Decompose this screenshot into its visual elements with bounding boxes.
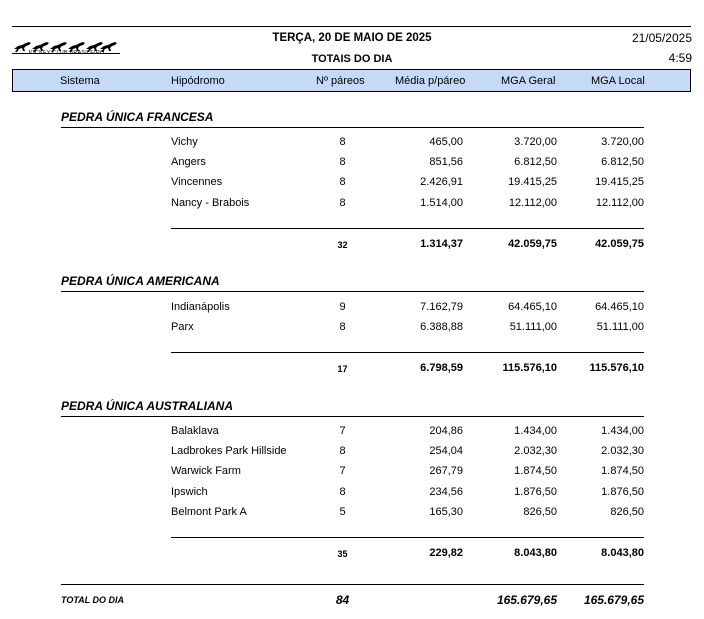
logo-text: JOCKEY CLUB BRASILEIRO — [27, 50, 105, 56]
col-pareos: Nº páreos — [316, 75, 365, 87]
print-date: 21/05/2025 — [631, 31, 692, 45]
hipodromo-name: Angers — [171, 156, 206, 168]
section-rule — [61, 416, 644, 417]
mga-geral-value: 19.415,25 — [508, 176, 557, 188]
mga-geral-value: 64.465,10 — [508, 301, 557, 313]
media-value: 204,86 — [429, 425, 463, 437]
subtotal-mga-geral: 8.043,80 — [514, 547, 557, 559]
media-value: 7.162,79 — [420, 301, 463, 313]
subtotal-media: 1.314,37 — [420, 238, 463, 250]
col-mga-geral: MGA Geral — [501, 75, 556, 87]
subtotal-pareos: 17 — [337, 364, 348, 374]
col-hipodromo: Hipódromo — [171, 75, 225, 87]
mga-geral-value: 1.434,00 — [514, 425, 557, 437]
hipodromo-name: Vincennes — [171, 176, 223, 188]
pareos-count: 7 — [339, 425, 346, 437]
column-header-bar — [12, 69, 691, 92]
media-value: 234,56 — [429, 486, 463, 498]
grand-total-label: TOTAL DO DIA — [61, 595, 124, 605]
media-value: 2.426,91 — [420, 176, 463, 188]
subtotal-mga-geral: 42.059,75 — [508, 238, 557, 250]
section-title: PEDRA ÚNICA FRANCESA — [61, 110, 214, 124]
table-row — [0, 176, 704, 190]
table-row — [0, 486, 704, 500]
col-mga-local: MGA Local — [591, 75, 645, 87]
mga-geral-value: 2.032,30 — [514, 445, 557, 457]
section-rule — [61, 291, 644, 292]
mga-local-value: 51.111,00 — [596, 321, 644, 333]
subtotal-rule — [171, 228, 644, 229]
pareos-count: 8 — [339, 176, 346, 188]
subtotal-row — [0, 547, 704, 561]
pareos-count: 7 — [339, 465, 346, 477]
pareos-count: 8 — [339, 445, 346, 457]
subtotal-rule — [171, 352, 644, 353]
col-media: Média p/páreo — [395, 75, 466, 87]
media-value: 267,79 — [429, 465, 463, 477]
subtotal-media: 6.798,59 — [420, 362, 463, 374]
mga-geral-value: 6.812,50 — [514, 156, 557, 168]
media-value: 254,04 — [429, 445, 463, 457]
subtotal-pareos: 35 — [337, 549, 348, 559]
mga-local-value: 6.812,50 — [601, 156, 644, 168]
print-time: 4:59 — [668, 51, 692, 65]
mga-local-value: 2.032,30 — [601, 445, 644, 457]
mga-local-value: 12.112,00 — [595, 197, 644, 209]
subtotal-pareos: 32 — [337, 240, 348, 250]
hipodromo-name: Ladbrokes Park Hillside — [171, 445, 287, 457]
table-row — [0, 301, 704, 315]
media-value: 6.388,88 — [420, 321, 463, 333]
mga-local-value: 1.434,00 — [601, 425, 644, 437]
grand-total-pareos: 84 — [335, 593, 350, 607]
subtotal-mga-local: 115.576,10 — [589, 362, 644, 374]
hipodromo-name: Nancy - Brabois — [171, 197, 250, 209]
pareos-count: 8 — [339, 486, 346, 498]
subtotal-mga-local: 8.043,80 — [601, 547, 644, 559]
mga-local-value: 3.720,00 — [601, 136, 644, 148]
media-value: 465,00 — [429, 136, 463, 148]
table-row — [0, 445, 704, 459]
mga-geral-value: 51.111,00 — [509, 321, 557, 333]
mga-geral-value: 826,50 — [523, 506, 557, 518]
mga-local-value: 1.876,50 — [601, 486, 644, 498]
mga-local-value: 19.415,25 — [595, 176, 644, 188]
media-value: 165,30 — [429, 506, 463, 518]
media-value: 1.514,00 — [420, 197, 463, 209]
table-row — [0, 197, 704, 211]
mga-geral-value: 3.720,00 — [514, 136, 557, 148]
mga-geral-value: 1.876,50 — [514, 486, 557, 498]
hipodromo-name: Balaklava — [171, 425, 219, 437]
pareos-count: 5 — [339, 506, 346, 518]
mga-local-value: 1.874,50 — [601, 465, 644, 477]
section-rule — [61, 127, 644, 128]
section-title: PEDRA ÚNICA AUSTRALIANA — [61, 399, 233, 413]
pareos-count: 8 — [339, 156, 346, 168]
mga-local-value: 826,50 — [610, 506, 644, 518]
col-sistema: Sistema — [60, 75, 100, 87]
report-subtitle: TOTAIS DO DIA — [311, 53, 393, 65]
hipodromo-name: Parx — [171, 321, 194, 333]
grand-total-rule — [61, 584, 644, 585]
top-rule — [12, 26, 691, 27]
table-row — [0, 425, 704, 439]
subtotal-row — [0, 362, 704, 376]
media-value: 851,56 — [429, 156, 463, 168]
table-row — [0, 465, 704, 479]
table-row — [0, 321, 704, 335]
subtotal-mga-geral: 115.576,10 — [502, 362, 557, 374]
grand-total-mga-local: 165.679,65 — [583, 593, 644, 607]
pareos-count: 8 — [339, 136, 346, 148]
pareos-count: 8 — [339, 197, 346, 209]
pareos-count: 9 — [339, 301, 346, 313]
hipodromo-name: Vichy — [171, 136, 198, 148]
subtotal-rule — [171, 537, 644, 538]
mga-local-value: 64.465,10 — [595, 301, 644, 313]
grand-total-row — [0, 593, 704, 607]
hipodromo-name: Belmont Park A — [171, 506, 247, 518]
pareos-count: 8 — [339, 321, 346, 333]
table-row — [0, 156, 704, 170]
subtotal-media: 229,82 — [429, 547, 463, 559]
mga-geral-value: 12.112,00 — [508, 197, 557, 209]
hipodromo-name: Indianápolis — [171, 301, 230, 313]
hipodromo-name: Warwick Farm — [171, 465, 241, 477]
subtotal-mga-local: 42.059,75 — [595, 238, 644, 250]
grand-total-mga-geral: 165.679,65 — [496, 593, 557, 607]
report-date-title: TERÇA, 20 DE MAIO DE 2025 — [272, 32, 432, 44]
mga-geral-value: 1.874,50 — [514, 465, 557, 477]
hipodromo-name: Ipswich — [171, 486, 208, 498]
table-row — [0, 136, 704, 150]
subtotal-row — [0, 238, 704, 252]
table-row — [0, 506, 704, 520]
section-title: PEDRA ÚNICA AMERICANA — [61, 274, 220, 288]
